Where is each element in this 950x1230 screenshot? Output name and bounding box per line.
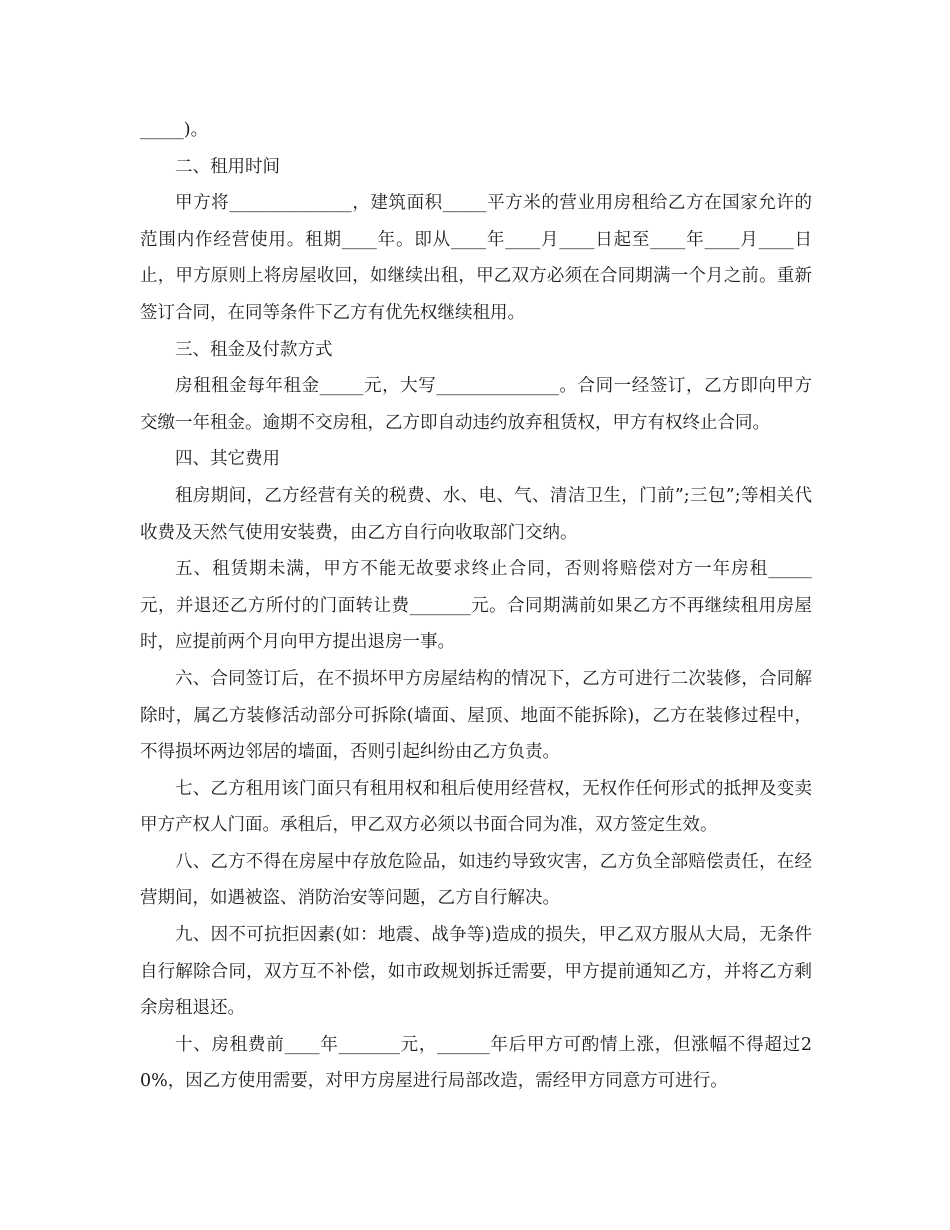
- clause-ten: 十、房租费前____年_______元，______年后甲方可酌情上涨，但涨幅不得超过20%，因乙方使用需要，对甲方房屋进行局部改造，需经甲方同意方可进行。: [140, 1034, 812, 1092]
- section-heading-rental-period: 二、租用时间: [175, 156, 280, 177]
- clause-eight: 八、乙方不得在房屋中存放危险品，如违约导致灾害，乙方负全部赔偿责任，在经营期间，如遇被盗、消防治安等问题，乙方自行解决。: [140, 851, 812, 909]
- section-heading-rent-payment: 三、租金及付款方式: [175, 339, 333, 360]
- paragraph-rent-payment: 房租租金每年租金_____元，大写______________。合同一经签订，乙方即向甲方交缴一年租金。逾期不交房租，乙方即自动违约放弃租赁权，甲方有权终止合同。: [140, 376, 812, 433]
- clause-six: 六、合同签订后，在不损坏甲方房屋结构的情况下，乙方可进行二次装修，合同解除时，属乙方装修活动部分可拆除(墙面、屋顶、地面不能拆除)，乙方在装修过程中，不得损坏两边邻居的墙面，否则引起纠纷由乙方负责。: [140, 668, 812, 763]
- document-body: [140, 112, 812, 1100]
- section-heading-other-fees: 四、其它费用: [175, 449, 280, 470]
- clause-five: 五、租赁期未满，甲方不能无故要求终止合同，否则将赔偿对方一年房租_____元，并退还乙方所付的门面转让费_______元。合同期满前如果乙方不再继续租用房屋时，应提前两个月向甲方提出退房一事。: [140, 559, 812, 653]
- paragraph-continuation: _____)。: [140, 120, 209, 140]
- paragraph-rental-period: 甲方将______________，建筑面积_____平方米的营业用房租给乙方在国家允许的范围内作经营使用。租期____年。即从____年____月____日起至____年____月____日止，甲方原则上将房屋收回，如继续出租，甲乙双方必须在合同期满一个月之前。重新签订合同，在同等条件下乙方有优先权继续租用。: [140, 193, 812, 323]
- clause-nine: 九、因不可抗拒因素(如：地震、战争等)造成的损失，甲乙双方服从大局，无条件自行解除合同，双方互不补偿，如市政规划拆迁需要，甲方提前通知乙方，并将乙方剩余房租退还。: [140, 925, 812, 1019]
- clause-seven: 七、乙方租用该门面只有租用权和租后使用经营权，无权作任何形式的抵押及变卖甲方产权人门面。承租后，甲乙双方必须以书面合同为准，双方签定生效。: [140, 778, 812, 836]
- paragraph-other-fees: 租房期间，乙方经营有关的税费、水、电、气、清洁卫生，门前”;三包”;等相关代收费及天然气使用安装费，由乙方自行向收取部门交纳。: [140, 485, 812, 543]
